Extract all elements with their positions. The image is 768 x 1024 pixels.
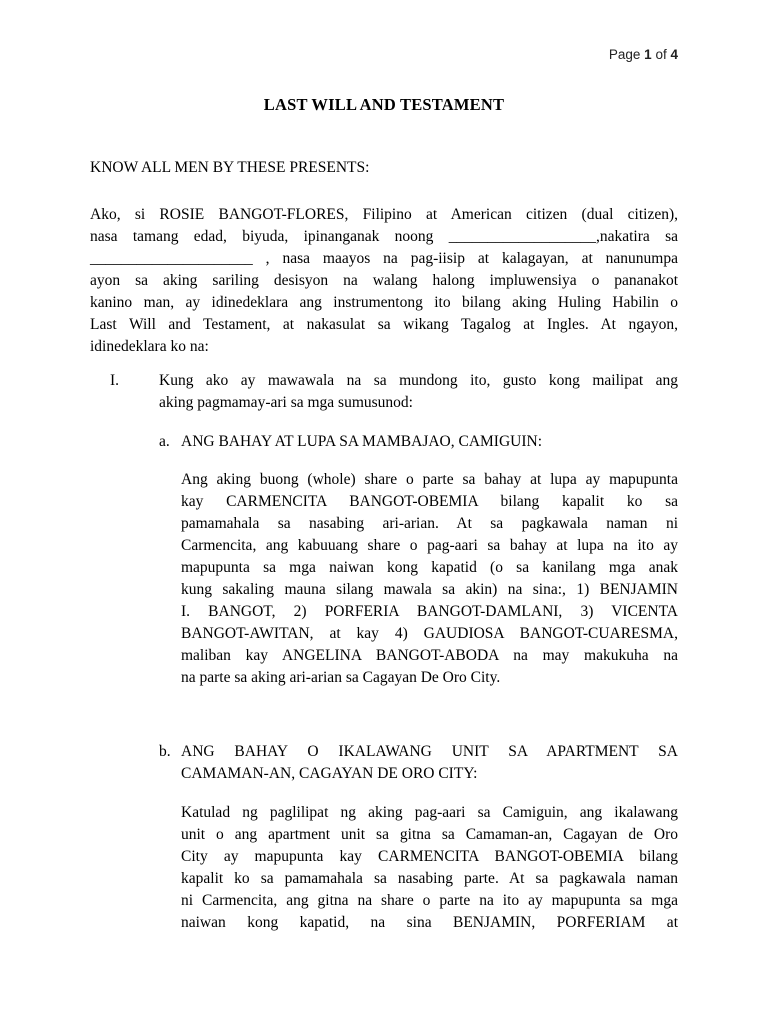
item-b-line: ni Carmencita, ang gitna na share o parte na ito ay mapupunta sa mga — [181, 892, 678, 909]
item-a-paragraph — [181, 469, 678, 689]
item-a-line: Carmencita, ang kabuuang share o pag-aari sa bahay at lupa na ito ay — [181, 537, 678, 554]
item-b-line: unit o ang apartment unit sa gitna sa Camaman-an, Cagayan de Oro — [181, 826, 678, 843]
item-a-line: maliban kay ANGELINA BANGOT-ABODA na may makukuha na — [181, 647, 678, 664]
item-a-letter: a. — [159, 433, 170, 450]
item-a-line: mapupunta sa mga naiwan kong kapatid (o sa kanilang mga anak — [181, 559, 678, 576]
item-b-line: naiwan kong kapatid, na sina BENJAMIN, PORFERIAM at — [181, 914, 678, 931]
intro-line: kanino man, ay idinedeklara ang instrumentong ito bilang aking Huling Habilin o — [90, 294, 678, 311]
document-title: LAST WILL AND TESTAMENT — [263, 95, 505, 114]
intro-line: idinedeklara ko na: — [90, 338, 209, 355]
page-total: 4 — [670, 47, 678, 62]
intro-line: ayon sa aking sariling desisyon na walang halong impluwensiya o pananakot — [90, 272, 678, 289]
page-prefix: Page — [608, 47, 641, 62]
intro-paragraph — [90, 204, 678, 358]
item-b-line: kapalit ko sa pamamahala sa nasabing parte. At sa pagkawala naman — [181, 870, 678, 887]
section-I-line: Kung ako ay mawawala na sa mundong ito, gusto kong mailipat ang — [159, 372, 678, 389]
item-a-line: kung sakaling mauna silang mawala sa akin) na sina:, 1) BENJAMIN — [181, 581, 678, 598]
intro-line: _____________________ , nasa maayos na pag-iisip at kalagayan, at nanunumpa — [90, 250, 678, 267]
section-I-line: aking pagmamay-ari sa mga sumusunod: — [159, 394, 413, 411]
item-b-heading-line: CAMAMAN-AN, CAGAYAN DE ORO CITY: — [181, 765, 478, 782]
section-numeral: I. — [110, 372, 120, 389]
page-current: 1 — [644, 47, 652, 62]
item-b-letter: b. — [159, 743, 171, 760]
section-I-text — [159, 370, 678, 414]
intro-line: nasa tamang edad, biyuda, ipinanganak noong ___________________,nakatira sa — [90, 228, 678, 245]
item-b-heading — [181, 741, 678, 785]
item-a-line: BANGOT-AWITAN, at kay 4) GAUDIOSA BANGOT-CUARESMA, — [181, 625, 678, 642]
item-a-line: na parte sa aking ari-arian sa Cagayan De Oro City. — [181, 669, 501, 686]
item-b-paragraph — [181, 802, 678, 934]
page-number — [609, 47, 678, 62]
item-a-line: Ang aking buong (whole) share o parte sa bahay at lupa ay mapupunta — [181, 471, 678, 488]
item-b-heading-line: ANG BAHAY O IKALAWANG UNIT SA APARTMENT SA — [181, 743, 678, 760]
intro-line: Last Will and Testament, at nakasulat sa wikang Tagalog at Ingles. At ngayon, — [90, 316, 678, 333]
intro-heading: KNOW ALL MEN BY THESE PRESENTS: — [90, 159, 370, 176]
item-a-line: pamamahala sa nasabing ari-arian. At sa pagkawala naman ni — [181, 515, 678, 532]
page-of: of — [655, 47, 667, 62]
item-b-line: City ay mapupunta kay CARMENCITA BANGOT-OBEMIA bilang — [181, 848, 678, 865]
item-b-line: Katulad ng paglilipat ng aking pag-aari sa Camiguin, ang ikalawang — [181, 804, 678, 821]
item-a-line: kay CARMENCITA BANGOT-OBEMIA bilang kapalit ko sa — [181, 493, 678, 510]
item-a-heading: ANG BAHAY AT LUPA SA MAMBAJAO, CAMIGUIN: — [181, 433, 543, 450]
intro-line: Ako, si ROSIE BANGOT-FLORES, Filipino at American citizen (dual citizen), — [90, 206, 678, 223]
item-a-line: I. BANGOT, 2) PORFERIA BANGOT-DAMLANI, 3) VICENTA — [181, 603, 678, 620]
